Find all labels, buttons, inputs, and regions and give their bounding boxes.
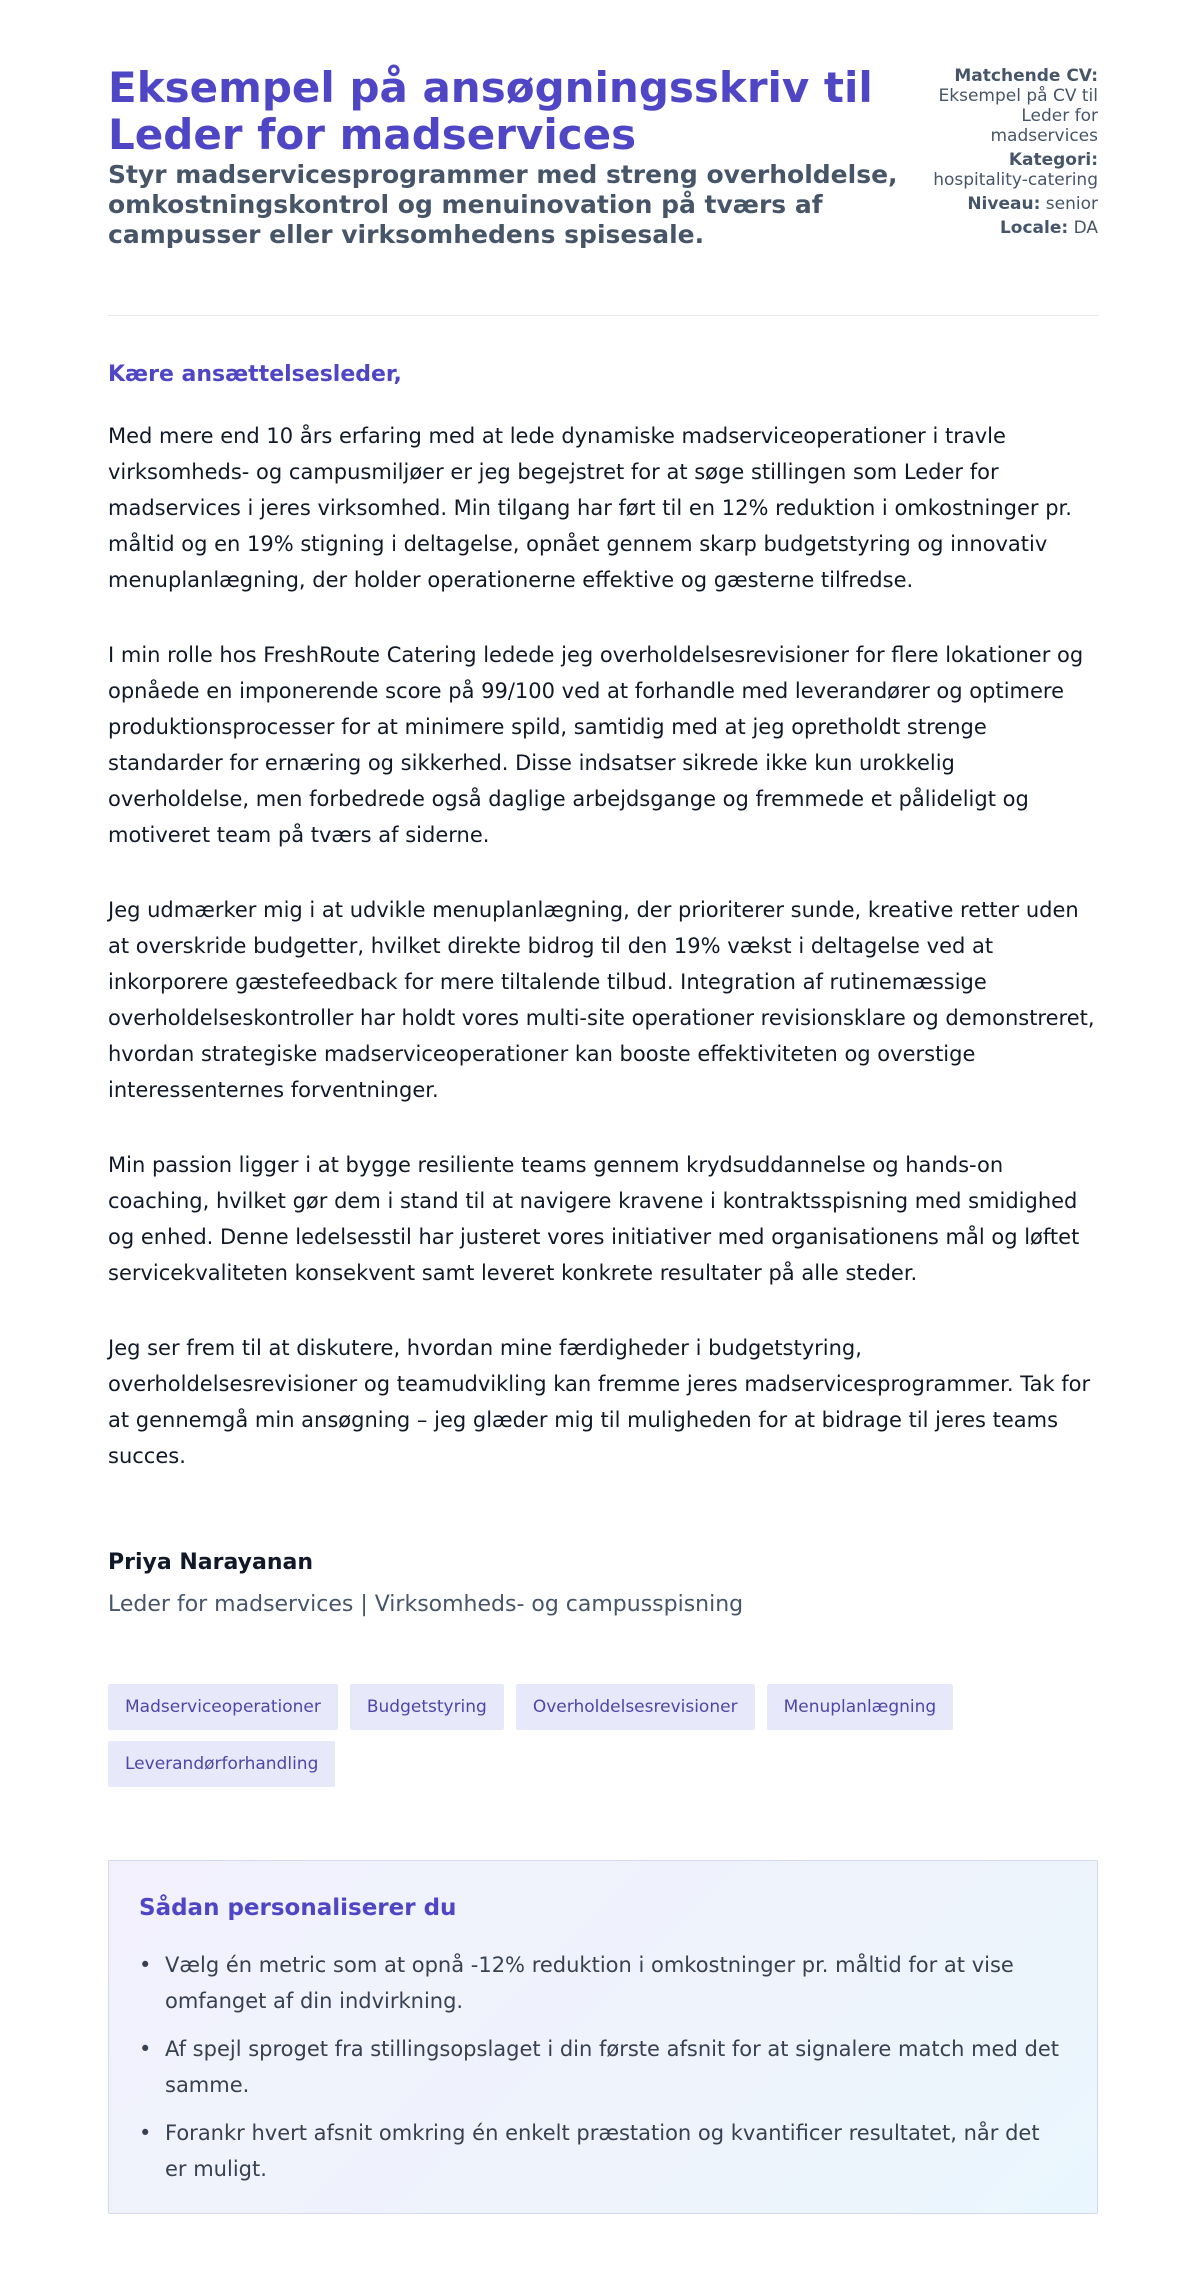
meta-category bbox=[878, 150, 1098, 190]
tips-list-item bbox=[139, 2115, 1065, 2187]
tip-text: Af spejl sproget fra stillingsopslaget i din første afsnit for at signalere match med det samme. bbox=[165, 2037, 1059, 2097]
page-subtitle: Styr madservicesprogrammer med streng overholdelse, omkostningskontrol og menuinovation på tværs af campusser eller virksomhedens spisesale. bbox=[108, 160, 898, 249]
cover-letter-page bbox=[108, 0, 1098, 2181]
tips-list bbox=[139, 1947, 1065, 2199]
tip-text: Forankr hvert afsnit omkring én enkelt præstation og kvantificer resultatet, når det er muligt. bbox=[165, 2121, 1040, 2181]
page-header bbox=[108, 0, 1098, 316]
tips-list-item bbox=[139, 1947, 1065, 2019]
skill-tag: Menuplanlægning bbox=[767, 1684, 954, 1730]
letter-paragraph: Med mere end 10 års erfaring med at lede dynamiske madserviceoperationer i travle virksomheds- og campusmiljøer er jeg begejstret for at søge stillingen som Leder for madservices i jeres virksomhed. Min tilgang har ført til en 12% reduktion i omkostninger pr. måltid og en 19% stigning i deltagelse, opnået gennem skarp budgetstyring og innovativ menuplanlægning, der holder operationerne effektive og gæsterne tilfredse. bbox=[108, 424, 1072, 592]
meta-locale-value: DA bbox=[1073, 218, 1098, 238]
letter-paragraph: Min passion ligger i at bygge resiliente teams gennem krydsuddannelse og hands-on coaching, hvilket gør dem i stand til at navigere kravene i kontraktsspisning med smidighed og enhed. Denne ledelsesstil har justeret vores initiativer med organisationens mål og løftet servicekvaliteten konsekvent samt leveret konkrete resultater på alle steder. bbox=[108, 1153, 1080, 1285]
signature-name: Priya Narayanan bbox=[108, 1550, 313, 1575]
tips-list-item bbox=[139, 2031, 1065, 2103]
tips-title: Sådan personaliserer du bbox=[139, 1895, 457, 1921]
meta-category-value: hospitality-catering bbox=[933, 170, 1098, 190]
skill-tag: Overholdelsesrevisioner bbox=[516, 1684, 755, 1730]
skill-tag: Madserviceoperationer bbox=[108, 1684, 338, 1730]
letter-paragraph: Jeg udmærker mig i at udvikle menuplanlægning, der prioriterer sunde, kreative retter uden at overskride budgetter, hvilket direkte bidrog til den 19% vækst i deltagelse ved at inkorporere gæstefeedback for mere tiltalende tilbud. Integration af rutinemæssige overholdelseskontroller har holdt vores multi-site operationer revisionsklare og demonstreret, hvordan strategiske madserviceoperationer kan booste effektiviteten og overstige interessenternes forventninger. bbox=[108, 898, 1095, 1102]
page-title: Eksempel på ansøgningsskriv til Leder for madservices bbox=[108, 63, 873, 159]
meta-matching-cv bbox=[878, 66, 1098, 146]
letter-paragraph: Jeg ser frem til at diskutere, hvordan mine færdigheder i budgetstyring, overholdelsesrevisioner og teamudvikling kan fremme jeres madservicesprogrammer. Tak for at gennemgå min ansøgning – jeg glæder mig til muligheden for at bidrage til jeres teams succes. bbox=[108, 1336, 1091, 1468]
meta-category-label: Kategori: bbox=[1008, 150, 1098, 170]
meta-cv-label: Matchende CV: bbox=[954, 66, 1098, 86]
letter-greeting: Kære ansættelsesleder, bbox=[108, 362, 402, 387]
meta-level-value: senior bbox=[1045, 194, 1098, 214]
skill-tag: Leverandørforhandling bbox=[108, 1741, 335, 1787]
meta-level bbox=[878, 194, 1098, 214]
bullet-icon: • bbox=[139, 2037, 152, 2061]
letter-paragraph: I min rolle hos FreshRoute Catering ledede jeg overholdelsesrevisioner for flere lokationer og opnåede en imponerende score på 99/100 ved at forhandle med leverandører og optimere produktionsprocesser for at minimere spild, samtidig med at jeg opretholdt strenge standarder for ernæring og sikkerhed. Disse indsatser sikrede ikke kun urokkelig overholdelse, men forbedrede også daglige arbejdsgange og fremmede et pålideligt og motiveret team på tværs af siderne. bbox=[108, 643, 1084, 847]
meta-locale-label: Locale: bbox=[999, 218, 1069, 238]
bullet-icon: • bbox=[139, 2121, 152, 2145]
tip-text: Vælg én metric som at opnå -12% reduktion i omkostninger pr. måltid for at vise omfanget af din indvirkning. bbox=[165, 1953, 1014, 2013]
personalization-tips-box bbox=[108, 1860, 1098, 2214]
letter-body bbox=[108, 418, 1098, 1513]
meta-panel bbox=[878, 66, 1098, 242]
meta-locale bbox=[878, 218, 1098, 238]
signature-role: Leder for madservices | Virksomheds- og campusspisning bbox=[108, 1592, 744, 1617]
meta-level-label: Niveau: bbox=[967, 194, 1041, 214]
bullet-icon: • bbox=[139, 1953, 152, 1977]
skill-tags bbox=[108, 1684, 1098, 1787]
skill-tag: Budgetstyring bbox=[350, 1684, 504, 1730]
meta-cv-value: Eksempel på CV til Leder for madservices bbox=[938, 86, 1098, 146]
